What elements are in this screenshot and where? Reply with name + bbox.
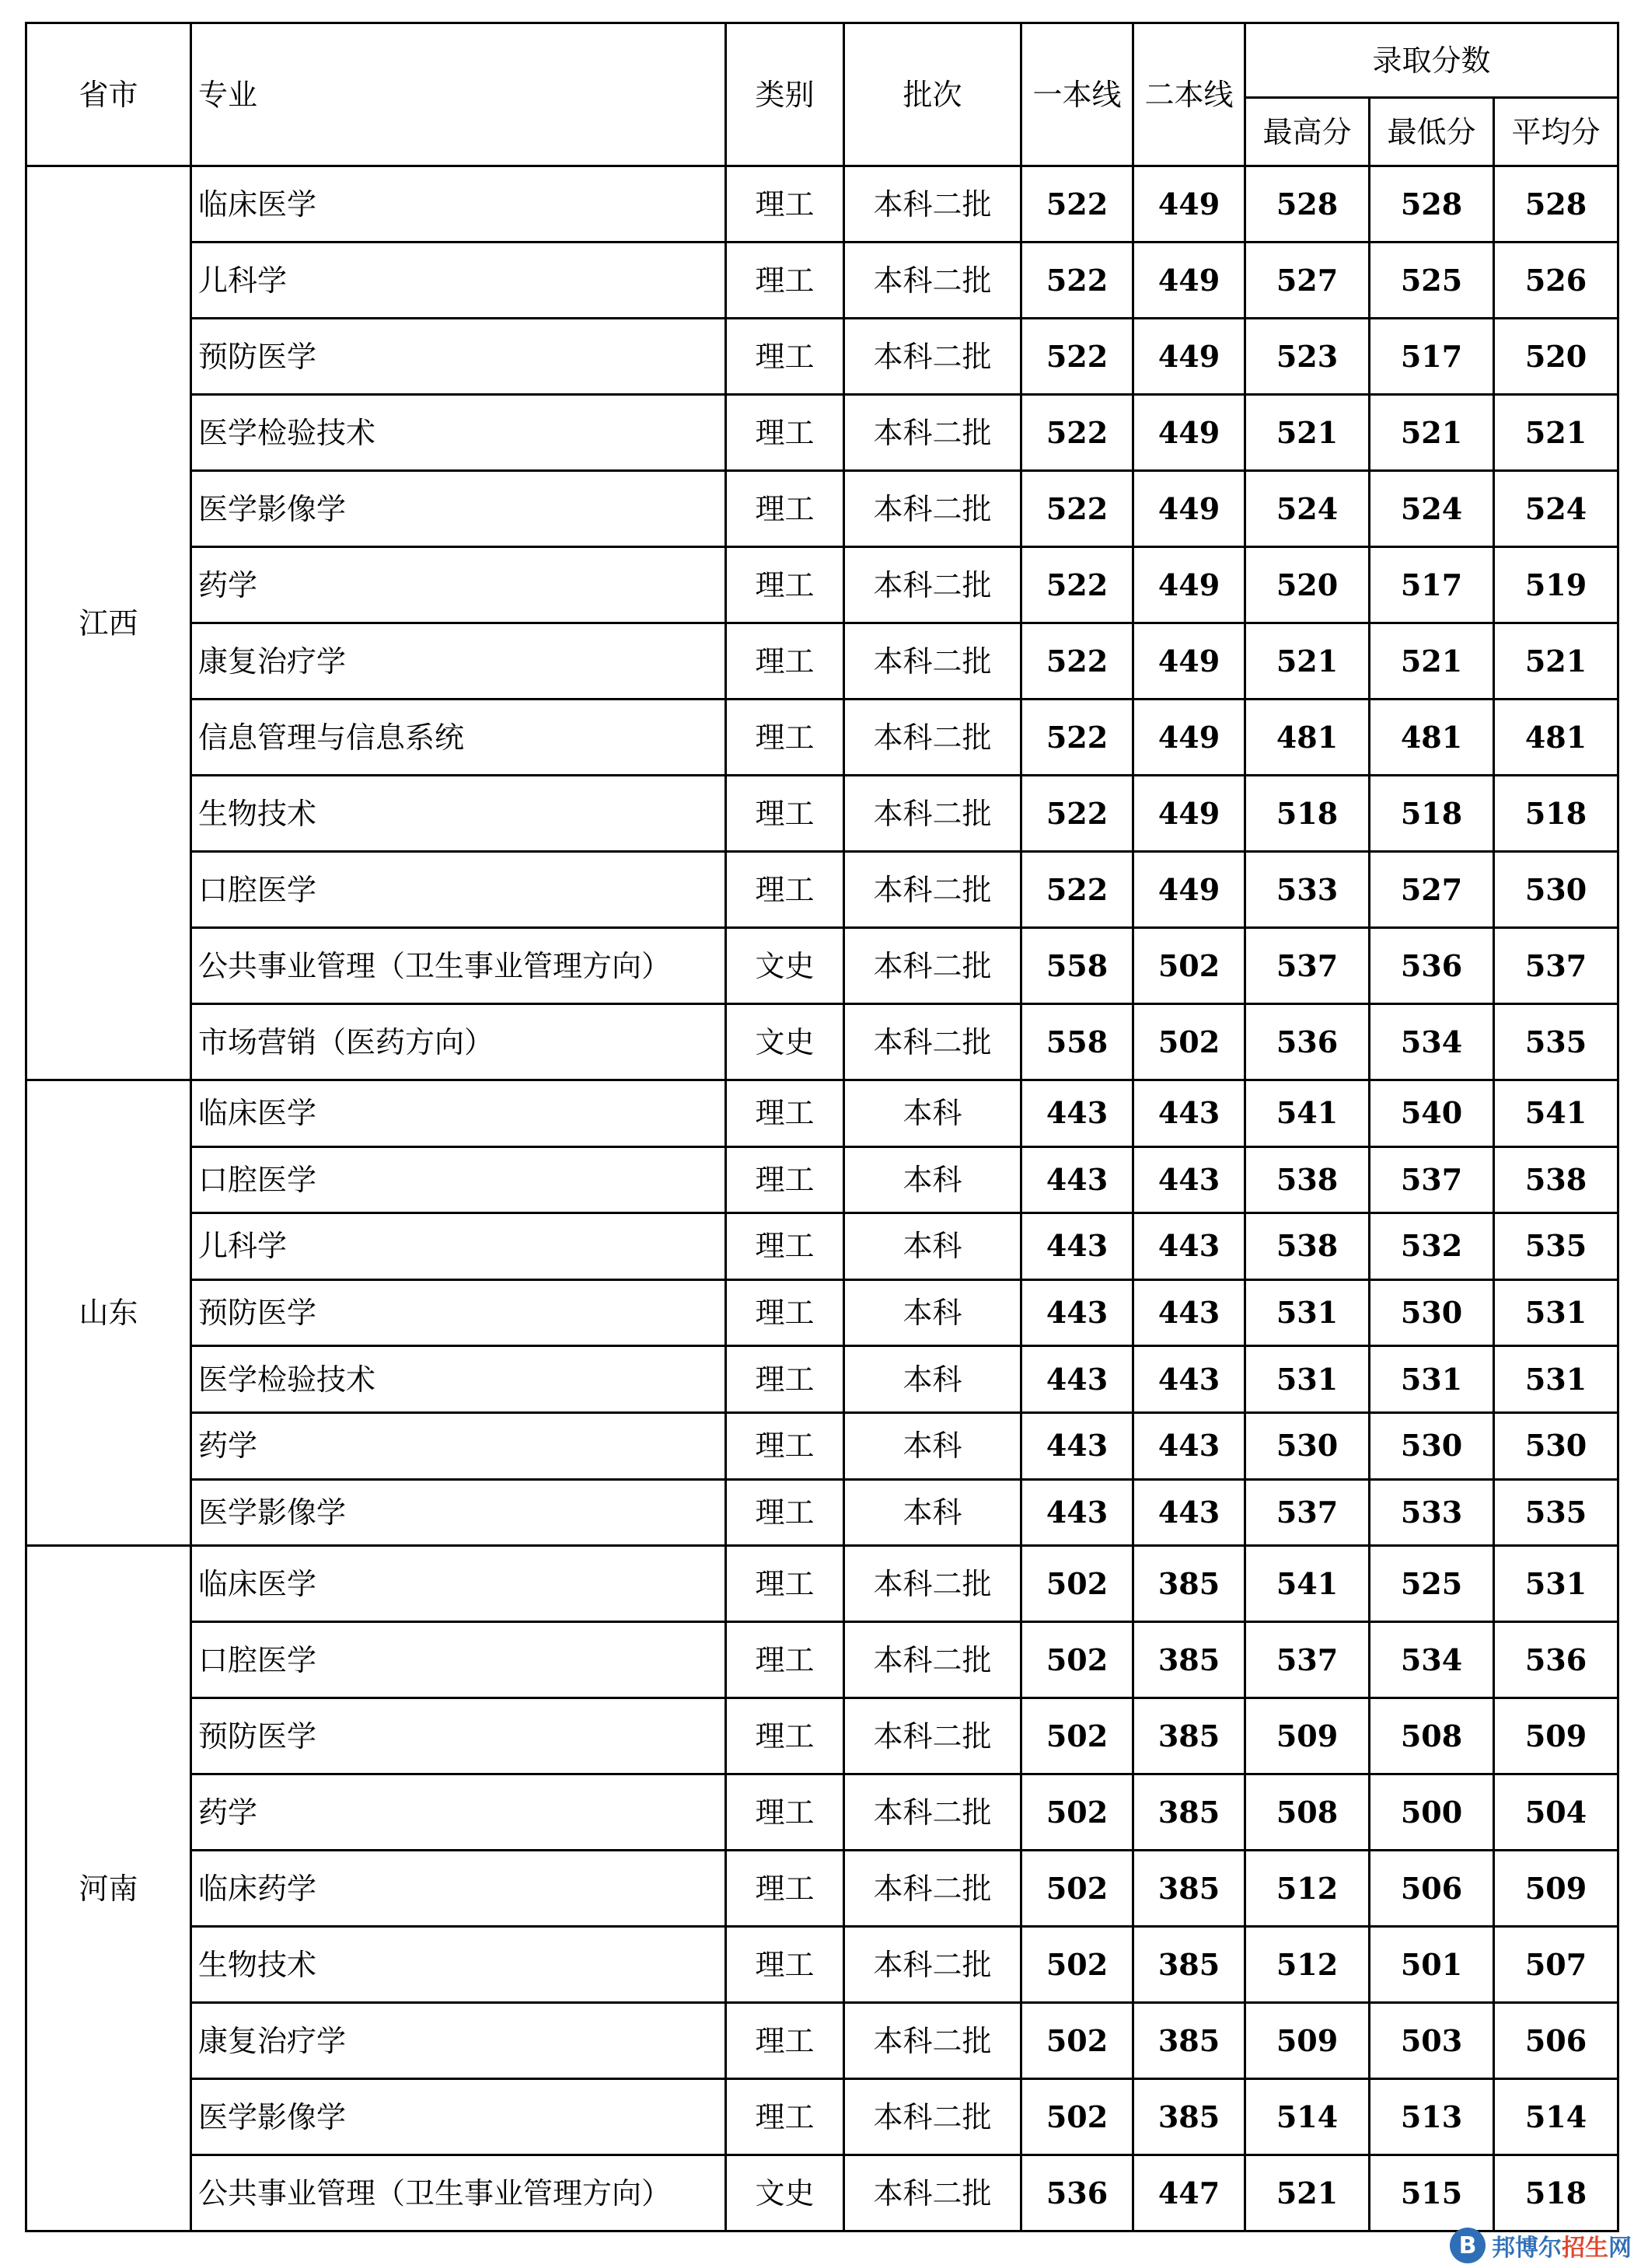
cell-max: 509	[1245, 2003, 1370, 2079]
cell-line2: 449	[1133, 395, 1245, 471]
cell-avg: 531	[1494, 1546, 1618, 1622]
cell-min: 481	[1370, 700, 1494, 776]
cell-batch: 本科二批	[844, 166, 1021, 243]
cell-category: 理工	[726, 319, 844, 395]
cell-batch: 本科二批	[844, 1927, 1021, 2003]
cell-major: 口腔医学	[191, 852, 726, 928]
cell-line2: 502	[1133, 928, 1245, 1004]
cell-batch: 本科二批	[844, 1774, 1021, 1851]
cell-min: 534	[1370, 1622, 1494, 1698]
cell-batch: 本科二批	[844, 623, 1021, 700]
cell-line1: 522	[1021, 776, 1133, 852]
cell-batch: 本科	[844, 1213, 1021, 1280]
cell-min: 525	[1370, 1546, 1494, 1622]
cell-line1: 443	[1021, 1412, 1133, 1479]
cell-line2: 385	[1133, 1698, 1245, 1774]
cell-line2: 385	[1133, 1546, 1245, 1622]
cell-line2: 443	[1133, 1412, 1245, 1479]
cell-max: 521	[1245, 395, 1370, 471]
cell-line1: 522	[1021, 700, 1133, 776]
cell-avg: 518	[1494, 2155, 1618, 2231]
cell-min: 521	[1370, 395, 1494, 471]
cell-line1: 502	[1021, 1546, 1133, 1622]
cell-avg: 504	[1494, 1774, 1618, 1851]
cell-line1: 443	[1021, 1146, 1133, 1213]
cell-max: 508	[1245, 1774, 1370, 1851]
cell-major: 医学检验技术	[191, 1346, 726, 1413]
cell-min: 528	[1370, 166, 1494, 243]
cell-line2: 385	[1133, 2079, 1245, 2155]
cell-batch: 本科	[844, 1346, 1021, 1413]
table-row	[26, 700, 1618, 776]
header-line2: 二本线	[1133, 23, 1245, 166]
cell-min: 531	[1370, 1346, 1494, 1413]
cell-line2: 449	[1133, 471, 1245, 547]
cell-category: 理工	[726, 1146, 844, 1213]
cell-max: 541	[1245, 1546, 1370, 1622]
cell-batch: 本科	[844, 1412, 1021, 1479]
cell-min: 536	[1370, 928, 1494, 1004]
cell-category: 文史	[726, 928, 844, 1004]
cell-min: 530	[1370, 1412, 1494, 1479]
table-row	[26, 1546, 1618, 1622]
cell-batch: 本科二批	[844, 2155, 1021, 2231]
table-row	[26, 1412, 1618, 1479]
cell-avg: 528	[1494, 166, 1618, 243]
cell-avg: 541	[1494, 1080, 1618, 1147]
cell-line2: 443	[1133, 1146, 1245, 1213]
cell-line2: 443	[1133, 1479, 1245, 1546]
cell-max: 512	[1245, 1927, 1370, 2003]
cell-batch: 本科	[844, 1146, 1021, 1213]
header-min: 最低分	[1370, 98, 1494, 166]
cell-avg: 518	[1494, 776, 1618, 852]
cell-major: 医学影像学	[191, 1479, 726, 1546]
cell-major: 临床医学	[191, 166, 726, 243]
cell-min: 524	[1370, 471, 1494, 547]
cell-province: 山东	[26, 1080, 191, 1546]
cell-avg: 536	[1494, 1622, 1618, 1698]
cell-line1: 443	[1021, 1346, 1133, 1413]
cell-avg: 530	[1494, 1412, 1618, 1479]
cell-avg: 506	[1494, 2003, 1618, 2079]
cell-max: 518	[1245, 776, 1370, 852]
cell-min: 515	[1370, 2155, 1494, 2231]
cell-min: 501	[1370, 1927, 1494, 2003]
cell-line1: 536	[1021, 2155, 1133, 2231]
cell-line1: 558	[1021, 928, 1133, 1004]
table-row	[26, 319, 1618, 395]
table-row	[26, 1213, 1618, 1280]
cell-line1: 558	[1021, 1004, 1133, 1080]
cell-max: 536	[1245, 1004, 1370, 1080]
cell-avg: 535	[1494, 1213, 1618, 1280]
cell-line1: 522	[1021, 395, 1133, 471]
cell-max: 531	[1245, 1279, 1370, 1346]
cell-max: 528	[1245, 166, 1370, 243]
cell-avg: 509	[1494, 1851, 1618, 1927]
cell-major: 公共事业管理（卫生事业管理方向）	[191, 2155, 726, 2231]
watermark-logo-icon: B	[1450, 2228, 1486, 2263]
cell-major: 口腔医学	[191, 1146, 726, 1213]
cell-line2: 449	[1133, 319, 1245, 395]
cell-line2: 502	[1133, 1004, 1245, 1080]
cell-category: 理工	[726, 395, 844, 471]
cell-line1: 443	[1021, 1279, 1133, 1346]
cell-min: 534	[1370, 1004, 1494, 1080]
cell-line1: 522	[1021, 243, 1133, 319]
cell-avg: 509	[1494, 1698, 1618, 1774]
cell-category: 理工	[726, 1213, 844, 1280]
header-major: 专业	[191, 23, 726, 166]
cell-major: 药学	[191, 1412, 726, 1479]
cell-category: 理工	[726, 1080, 844, 1147]
cell-line1: 502	[1021, 1851, 1133, 1927]
cell-max: 514	[1245, 2079, 1370, 2155]
table-row	[26, 1851, 1618, 1927]
cell-avg: 535	[1494, 1004, 1618, 1080]
cell-line2: 385	[1133, 1622, 1245, 1698]
cell-category: 理工	[726, 2003, 844, 2079]
header-province: 省市	[26, 23, 191, 166]
cell-avg: 507	[1494, 1927, 1618, 2003]
cell-category: 理工	[726, 1927, 844, 2003]
cell-min: 517	[1370, 319, 1494, 395]
cell-avg: 514	[1494, 2079, 1618, 2155]
table-row	[26, 166, 1618, 243]
cell-batch: 本科二批	[844, 395, 1021, 471]
cell-line1: 502	[1021, 2079, 1133, 2155]
cell-max: 537	[1245, 928, 1370, 1004]
header-max: 最高分	[1245, 98, 1370, 166]
cell-line2: 385	[1133, 1927, 1245, 2003]
cell-line1: 522	[1021, 547, 1133, 623]
cell-line1: 443	[1021, 1479, 1133, 1546]
cell-avg: 531	[1494, 1279, 1618, 1346]
cell-line2: 385	[1133, 1774, 1245, 1851]
cell-major: 儿科学	[191, 1213, 726, 1280]
table-row	[26, 243, 1618, 319]
cell-avg: 531	[1494, 1346, 1618, 1413]
cell-max: 538	[1245, 1146, 1370, 1213]
cell-batch: 本科	[844, 1279, 1021, 1346]
table-row	[26, 928, 1618, 1004]
cell-batch: 本科二批	[844, 319, 1021, 395]
cell-line1: 502	[1021, 1622, 1133, 1698]
cell-province: 江西	[26, 166, 191, 1080]
cell-major: 药学	[191, 1774, 726, 1851]
admission-score-table	[25, 22, 1619, 2232]
table-row	[26, 1004, 1618, 1080]
cell-avg: 538	[1494, 1146, 1618, 1213]
cell-line2: 449	[1133, 776, 1245, 852]
cell-max: 537	[1245, 1622, 1370, 1698]
cell-min: 527	[1370, 852, 1494, 928]
table-row	[26, 547, 1618, 623]
table-row	[26, 852, 1618, 928]
cell-line2: 449	[1133, 623, 1245, 700]
cell-min: 537	[1370, 1146, 1494, 1213]
cell-line1: 522	[1021, 623, 1133, 700]
cell-line2: 443	[1133, 1080, 1245, 1147]
header-category: 类别	[726, 23, 844, 166]
table-row	[26, 2003, 1618, 2079]
cell-max: 520	[1245, 547, 1370, 623]
cell-line2: 443	[1133, 1346, 1245, 1413]
cell-line1: 522	[1021, 319, 1133, 395]
cell-batch: 本科二批	[844, 2003, 1021, 2079]
cell-max: 512	[1245, 1851, 1370, 1927]
cell-batch: 本科二批	[844, 776, 1021, 852]
cell-min: 508	[1370, 1698, 1494, 1774]
cell-max: 481	[1245, 700, 1370, 776]
cell-category: 理工	[726, 1546, 844, 1622]
cell-category: 理工	[726, 471, 844, 547]
table-row	[26, 1927, 1618, 2003]
cell-line2: 385	[1133, 1851, 1245, 1927]
cell-min: 518	[1370, 776, 1494, 852]
cell-major: 康复治疗学	[191, 623, 726, 700]
cell-min: 517	[1370, 547, 1494, 623]
table-row	[26, 1774, 1618, 1851]
cell-major: 儿科学	[191, 243, 726, 319]
cell-line1: 522	[1021, 471, 1133, 547]
cell-major: 医学检验技术	[191, 395, 726, 471]
cell-category: 理工	[726, 166, 844, 243]
cell-batch: 本科二批	[844, 1851, 1021, 1927]
cell-min: 500	[1370, 1774, 1494, 1851]
cell-max: 541	[1245, 1080, 1370, 1147]
table-row	[26, 471, 1618, 547]
cell-line2: 449	[1133, 243, 1245, 319]
site-watermark	[1450, 2228, 1632, 2263]
cell-category: 文史	[726, 2155, 844, 2231]
cell-max: 533	[1245, 852, 1370, 928]
cell-province: 河南	[26, 1546, 191, 2231]
cell-max: 521	[1245, 623, 1370, 700]
header-scores-group: 录取分数	[1245, 23, 1618, 98]
table-row	[26, 1146, 1618, 1213]
cell-max: 538	[1245, 1213, 1370, 1280]
cell-category: 理工	[726, 1412, 844, 1479]
watermark-text: 邦博尔招生网	[1492, 2235, 1632, 2262]
cell-batch: 本科二批	[844, 243, 1021, 319]
cell-batch: 本科二批	[844, 1698, 1021, 1774]
cell-category: 理工	[726, 1622, 844, 1698]
cell-min: 503	[1370, 2003, 1494, 2079]
cell-max: 537	[1245, 1479, 1370, 1546]
cell-line2: 449	[1133, 852, 1245, 928]
cell-min: 525	[1370, 243, 1494, 319]
table-row	[26, 1622, 1618, 1698]
cell-batch: 本科二批	[844, 1622, 1021, 1698]
cell-category: 理工	[726, 700, 844, 776]
table-row	[26, 1479, 1618, 1546]
cell-avg: 537	[1494, 928, 1618, 1004]
table-row	[26, 2079, 1618, 2155]
cell-batch: 本科二批	[844, 471, 1021, 547]
group-jiangxi	[26, 166, 1618, 1080]
cell-category: 理工	[726, 547, 844, 623]
cell-min: 532	[1370, 1213, 1494, 1280]
table-row	[26, 1698, 1618, 1774]
cell-category: 理工	[726, 1698, 844, 1774]
cell-major: 生物技术	[191, 1927, 726, 2003]
cell-line1: 443	[1021, 1213, 1133, 1280]
cell-major: 口腔医学	[191, 1622, 726, 1698]
cell-max: 531	[1245, 1346, 1370, 1413]
cell-line1: 522	[1021, 166, 1133, 243]
cell-max: 524	[1245, 471, 1370, 547]
cell-category: 理工	[726, 623, 844, 700]
cell-line2: 443	[1133, 1213, 1245, 1280]
cell-avg: 519	[1494, 547, 1618, 623]
cell-max: 523	[1245, 319, 1370, 395]
cell-batch: 本科二批	[844, 2079, 1021, 2155]
cell-batch: 本科	[844, 1080, 1021, 1147]
cell-line2: 385	[1133, 2003, 1245, 2079]
cell-major: 临床医学	[191, 1546, 726, 1622]
cell-min: 530	[1370, 1279, 1494, 1346]
cell-major: 信息管理与信息系统	[191, 700, 726, 776]
cell-batch: 本科	[844, 1479, 1021, 1546]
cell-major: 药学	[191, 547, 726, 623]
cell-major: 公共事业管理（卫生事业管理方向）	[191, 928, 726, 1004]
cell-line2: 449	[1133, 166, 1245, 243]
cell-major: 医学影像学	[191, 2079, 726, 2155]
cell-major: 生物技术	[191, 776, 726, 852]
cell-category: 理工	[726, 1346, 844, 1413]
cell-major: 预防医学	[191, 1279, 726, 1346]
cell-category: 理工	[726, 1774, 844, 1851]
cell-avg: 524	[1494, 471, 1618, 547]
cell-max: 527	[1245, 243, 1370, 319]
cell-avg: 535	[1494, 1479, 1618, 1546]
cell-line2: 447	[1133, 2155, 1245, 2231]
cell-category: 理工	[726, 852, 844, 928]
header-line1: 一本线	[1021, 23, 1133, 166]
table-row	[26, 776, 1618, 852]
header-avg: 平均分	[1494, 98, 1618, 166]
cell-category: 理工	[726, 776, 844, 852]
cell-batch: 本科二批	[844, 928, 1021, 1004]
table-row	[26, 1080, 1618, 1147]
cell-max: 521	[1245, 2155, 1370, 2231]
cell-batch: 本科二批	[844, 547, 1021, 623]
cell-avg: 526	[1494, 243, 1618, 319]
header-batch: 批次	[844, 23, 1021, 166]
cell-avg: 521	[1494, 623, 1618, 700]
table-row	[26, 2155, 1618, 2231]
cell-avg: 520	[1494, 319, 1618, 395]
table-row	[26, 623, 1618, 700]
cell-min: 513	[1370, 2079, 1494, 2155]
cell-line2: 443	[1133, 1279, 1245, 1346]
cell-line1: 443	[1021, 1080, 1133, 1147]
cell-line2: 449	[1133, 547, 1245, 623]
cell-line1: 522	[1021, 852, 1133, 928]
cell-batch: 本科二批	[844, 700, 1021, 776]
cell-batch: 本科二批	[844, 1546, 1021, 1622]
cell-major: 临床医学	[191, 1080, 726, 1147]
cell-category: 理工	[726, 2079, 844, 2155]
cell-min: 533	[1370, 1479, 1494, 1546]
cell-category: 理工	[726, 1851, 844, 1927]
cell-line1: 502	[1021, 1774, 1133, 1851]
cell-avg: 521	[1494, 395, 1618, 471]
cell-min: 521	[1370, 623, 1494, 700]
cell-category: 理工	[726, 1479, 844, 1546]
cell-min: 506	[1370, 1851, 1494, 1927]
cell-category: 文史	[726, 1004, 844, 1080]
cell-major: 临床药学	[191, 1851, 726, 1927]
cell-batch: 本科二批	[844, 1004, 1021, 1080]
cell-major: 预防医学	[191, 319, 726, 395]
cell-major: 市场营销（医药方向）	[191, 1004, 726, 1080]
group-henan	[26, 1546, 1618, 2231]
cell-category: 理工	[726, 243, 844, 319]
table-row	[26, 1346, 1618, 1413]
cell-line2: 449	[1133, 700, 1245, 776]
table-row	[26, 395, 1618, 471]
cell-avg: 481	[1494, 700, 1618, 776]
cell-min: 540	[1370, 1080, 1494, 1147]
cell-max: 509	[1245, 1698, 1370, 1774]
cell-line1: 502	[1021, 1698, 1133, 1774]
cell-batch: 本科二批	[844, 852, 1021, 928]
cell-max: 530	[1245, 1412, 1370, 1479]
cell-major: 预防医学	[191, 1698, 726, 1774]
table-row	[26, 1279, 1618, 1346]
group-shandong	[26, 1080, 1618, 1546]
cell-line1: 502	[1021, 2003, 1133, 2079]
cell-category: 理工	[726, 1279, 844, 1346]
cell-line1: 502	[1021, 1927, 1133, 2003]
cell-major: 医学影像学	[191, 471, 726, 547]
cell-major: 康复治疗学	[191, 2003, 726, 2079]
cell-avg: 530	[1494, 852, 1618, 928]
